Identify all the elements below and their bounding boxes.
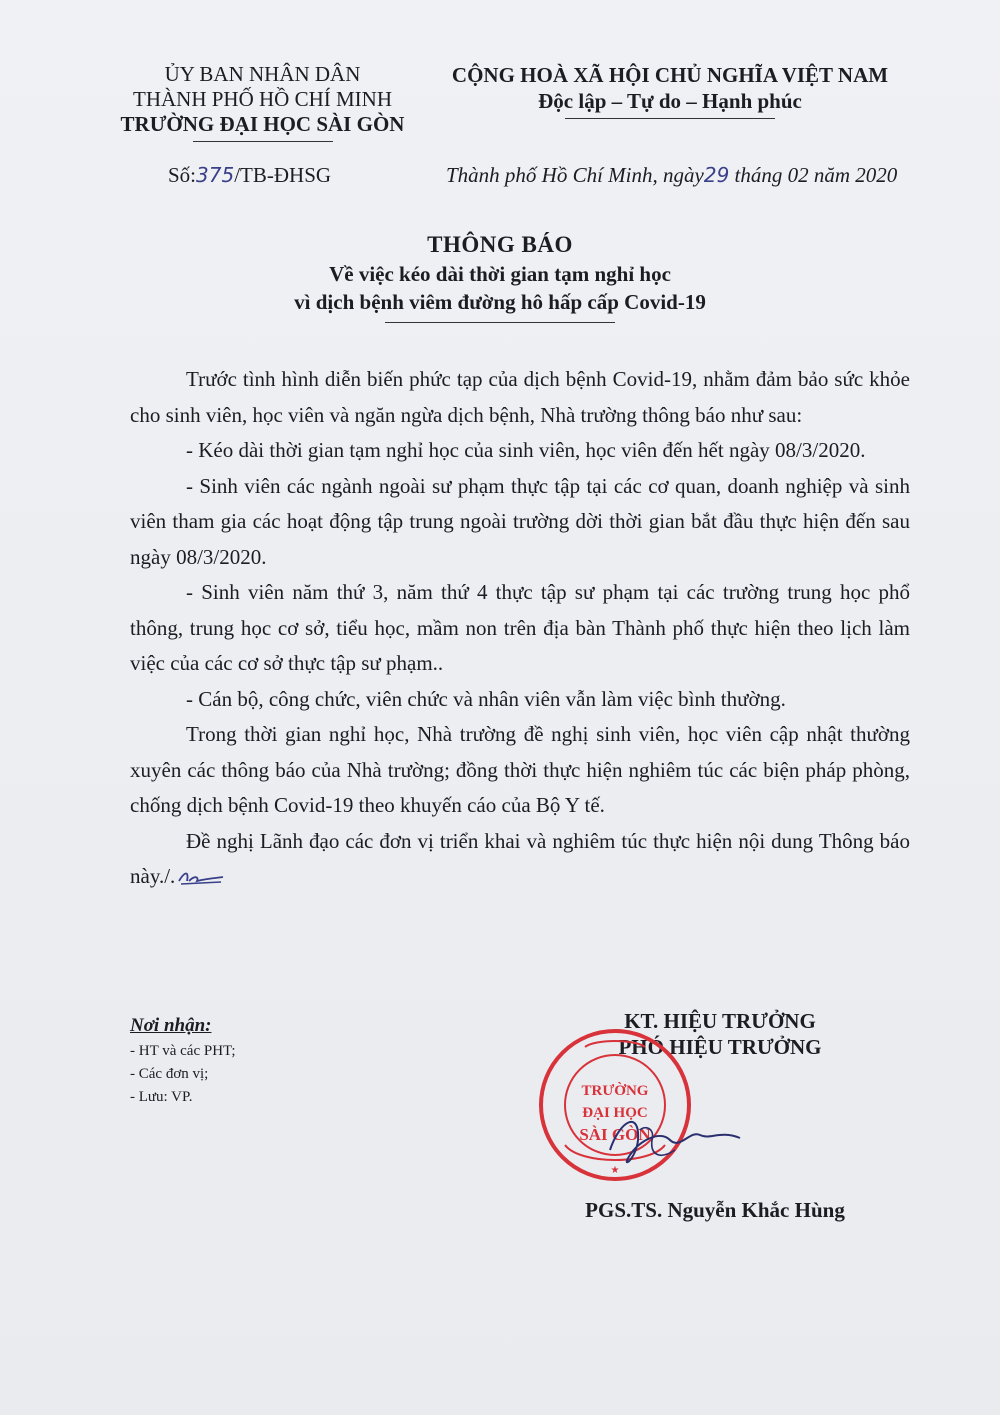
- recipients-block: [130, 1012, 430, 1109]
- notice-title: THÔNG BÁO: [427, 232, 573, 257]
- body-paragraph-5: - Cán bộ, công chức, viên chức và nhân viên vẫn làm việc bình thường.: [186, 686, 786, 711]
- body-paragraph-3: - Sinh viên các ngành ngoài sư phạm thực tập tại các cơ quan, doanh nghiệp và sinh viên tham gia các hoạt động tập trung ngoài trường dời thời gian bắt đầu thực hiện đến sau ngày 08/3/2020.: [130, 473, 910, 569]
- notice-subtitle-2: vì dịch bệnh viêm đường hô hấp cấp Covid-19: [294, 290, 706, 314]
- body-paragraph-2: - Kéo dài thời gian tạm nghỉ học của sinh viên, học viên đến hết ngày 08/3/2020.: [186, 438, 866, 462]
- doc-number-prefix: Số:: [168, 163, 197, 187]
- recipients-heading: Nơi nhận:: [130, 1015, 212, 1036]
- date-suffix: tháng 02 năm 2020: [729, 163, 898, 187]
- body-paragraph-4: - Sinh viên năm thứ 3, năm thứ 4 thực tập sư phạm tại các trường trung học phổ thông, trung học cơ sở, tiểu học, mầm non trên địa bàn Thành phố thực hiện theo lịch làm việc của các cơ sở thực tập sư phạm..: [130, 580, 910, 675]
- document-number: [168, 163, 331, 188]
- seal-center-line-1: TRƯỜNG: [581, 1083, 649, 1099]
- doc-number-handwritten: 375: [196, 163, 235, 187]
- closing-text: Đề nghị Lãnh đạo các đơn vị triển khai và nghiêm túc thực hiện nội dung Thông báo này./.: [130, 828, 910, 888]
- national-header: [420, 62, 920, 119]
- signer-line-2: PHÓ HIỆU TRƯỞNG: [618, 1035, 822, 1059]
- title-underline: [385, 322, 615, 323]
- issuer-line-3: TRƯỜNG ĐẠI HỌC SÀI GÒN: [120, 112, 405, 136]
- national-title: CỘNG HOÀ XÃ HỘI CHỦ NGHĨA VIỆT NAM: [451, 63, 889, 87]
- body-paragraph-6: Trong thời gian nghỉ học, Nhà trường đề nghị sinh viên, học viên cập nhật thường xuyên các thông báo của Nhà trường; đồng thời thực hiện nghiêm túc các biện pháp phòng, chống dịch bệnh Covid-19 theo khuyến cáo của Bộ Y tế.: [130, 722, 910, 817]
- body-paragraph-1: Trước tình hình diễn biến phức tạp của dịch bệnh Covid-19, nhằm đảm bảo sức khỏe cho sinh viên, học viên và ngăn ngừa dịch bệnh, Nhà trường thông báo như sau:: [130, 367, 910, 427]
- recipient-item: - Các đơn vị;: [130, 1066, 209, 1082]
- issuer-line-1: ỦY BAN NHÂN DÂN: [164, 62, 361, 86]
- svg-text:★: ★: [610, 1165, 620, 1176]
- issue-date: [446, 163, 897, 188]
- signer-name: PGS.TS. Nguyễn Khắc Hùng: [585, 1198, 845, 1222]
- seal-center-line-3: SÀI GÒN: [579, 1125, 651, 1144]
- date-prefix: Thành phố Hồ Chí Minh, ngày: [446, 163, 704, 187]
- doc-number-suffix: /TB-ĐHSG: [234, 163, 332, 187]
- seal-center-line-2: ĐẠI HỌC: [582, 1105, 648, 1121]
- signature-icon: [600, 1100, 750, 1180]
- initial-mark-icon: [175, 869, 225, 887]
- notice-subtitle-1: Về việc kéo dài thời gian tạm nghỉ học: [329, 262, 671, 286]
- national-motto: Độc lập – Tự do – Hạnh phúc: [538, 89, 802, 113]
- issuer-underline: [193, 141, 333, 142]
- date-day-handwritten: 29: [703, 163, 730, 187]
- recipient-item: - Lưu: VP.: [130, 1089, 193, 1105]
- notice-body: [130, 362, 910, 895]
- motto-underline: [565, 118, 775, 119]
- issuer-line-2: THÀNH PHỐ HỒ CHÍ MINH: [133, 87, 392, 111]
- notice-title-block: [200, 230, 800, 323]
- issuer-header: [90, 62, 435, 142]
- signer-line-1: KT. HIỆU TRƯỞNG: [624, 1009, 816, 1033]
- recipient-item: - HT và các PHT;: [130, 1043, 236, 1059]
- body-paragraph-7: [130, 824, 910, 895]
